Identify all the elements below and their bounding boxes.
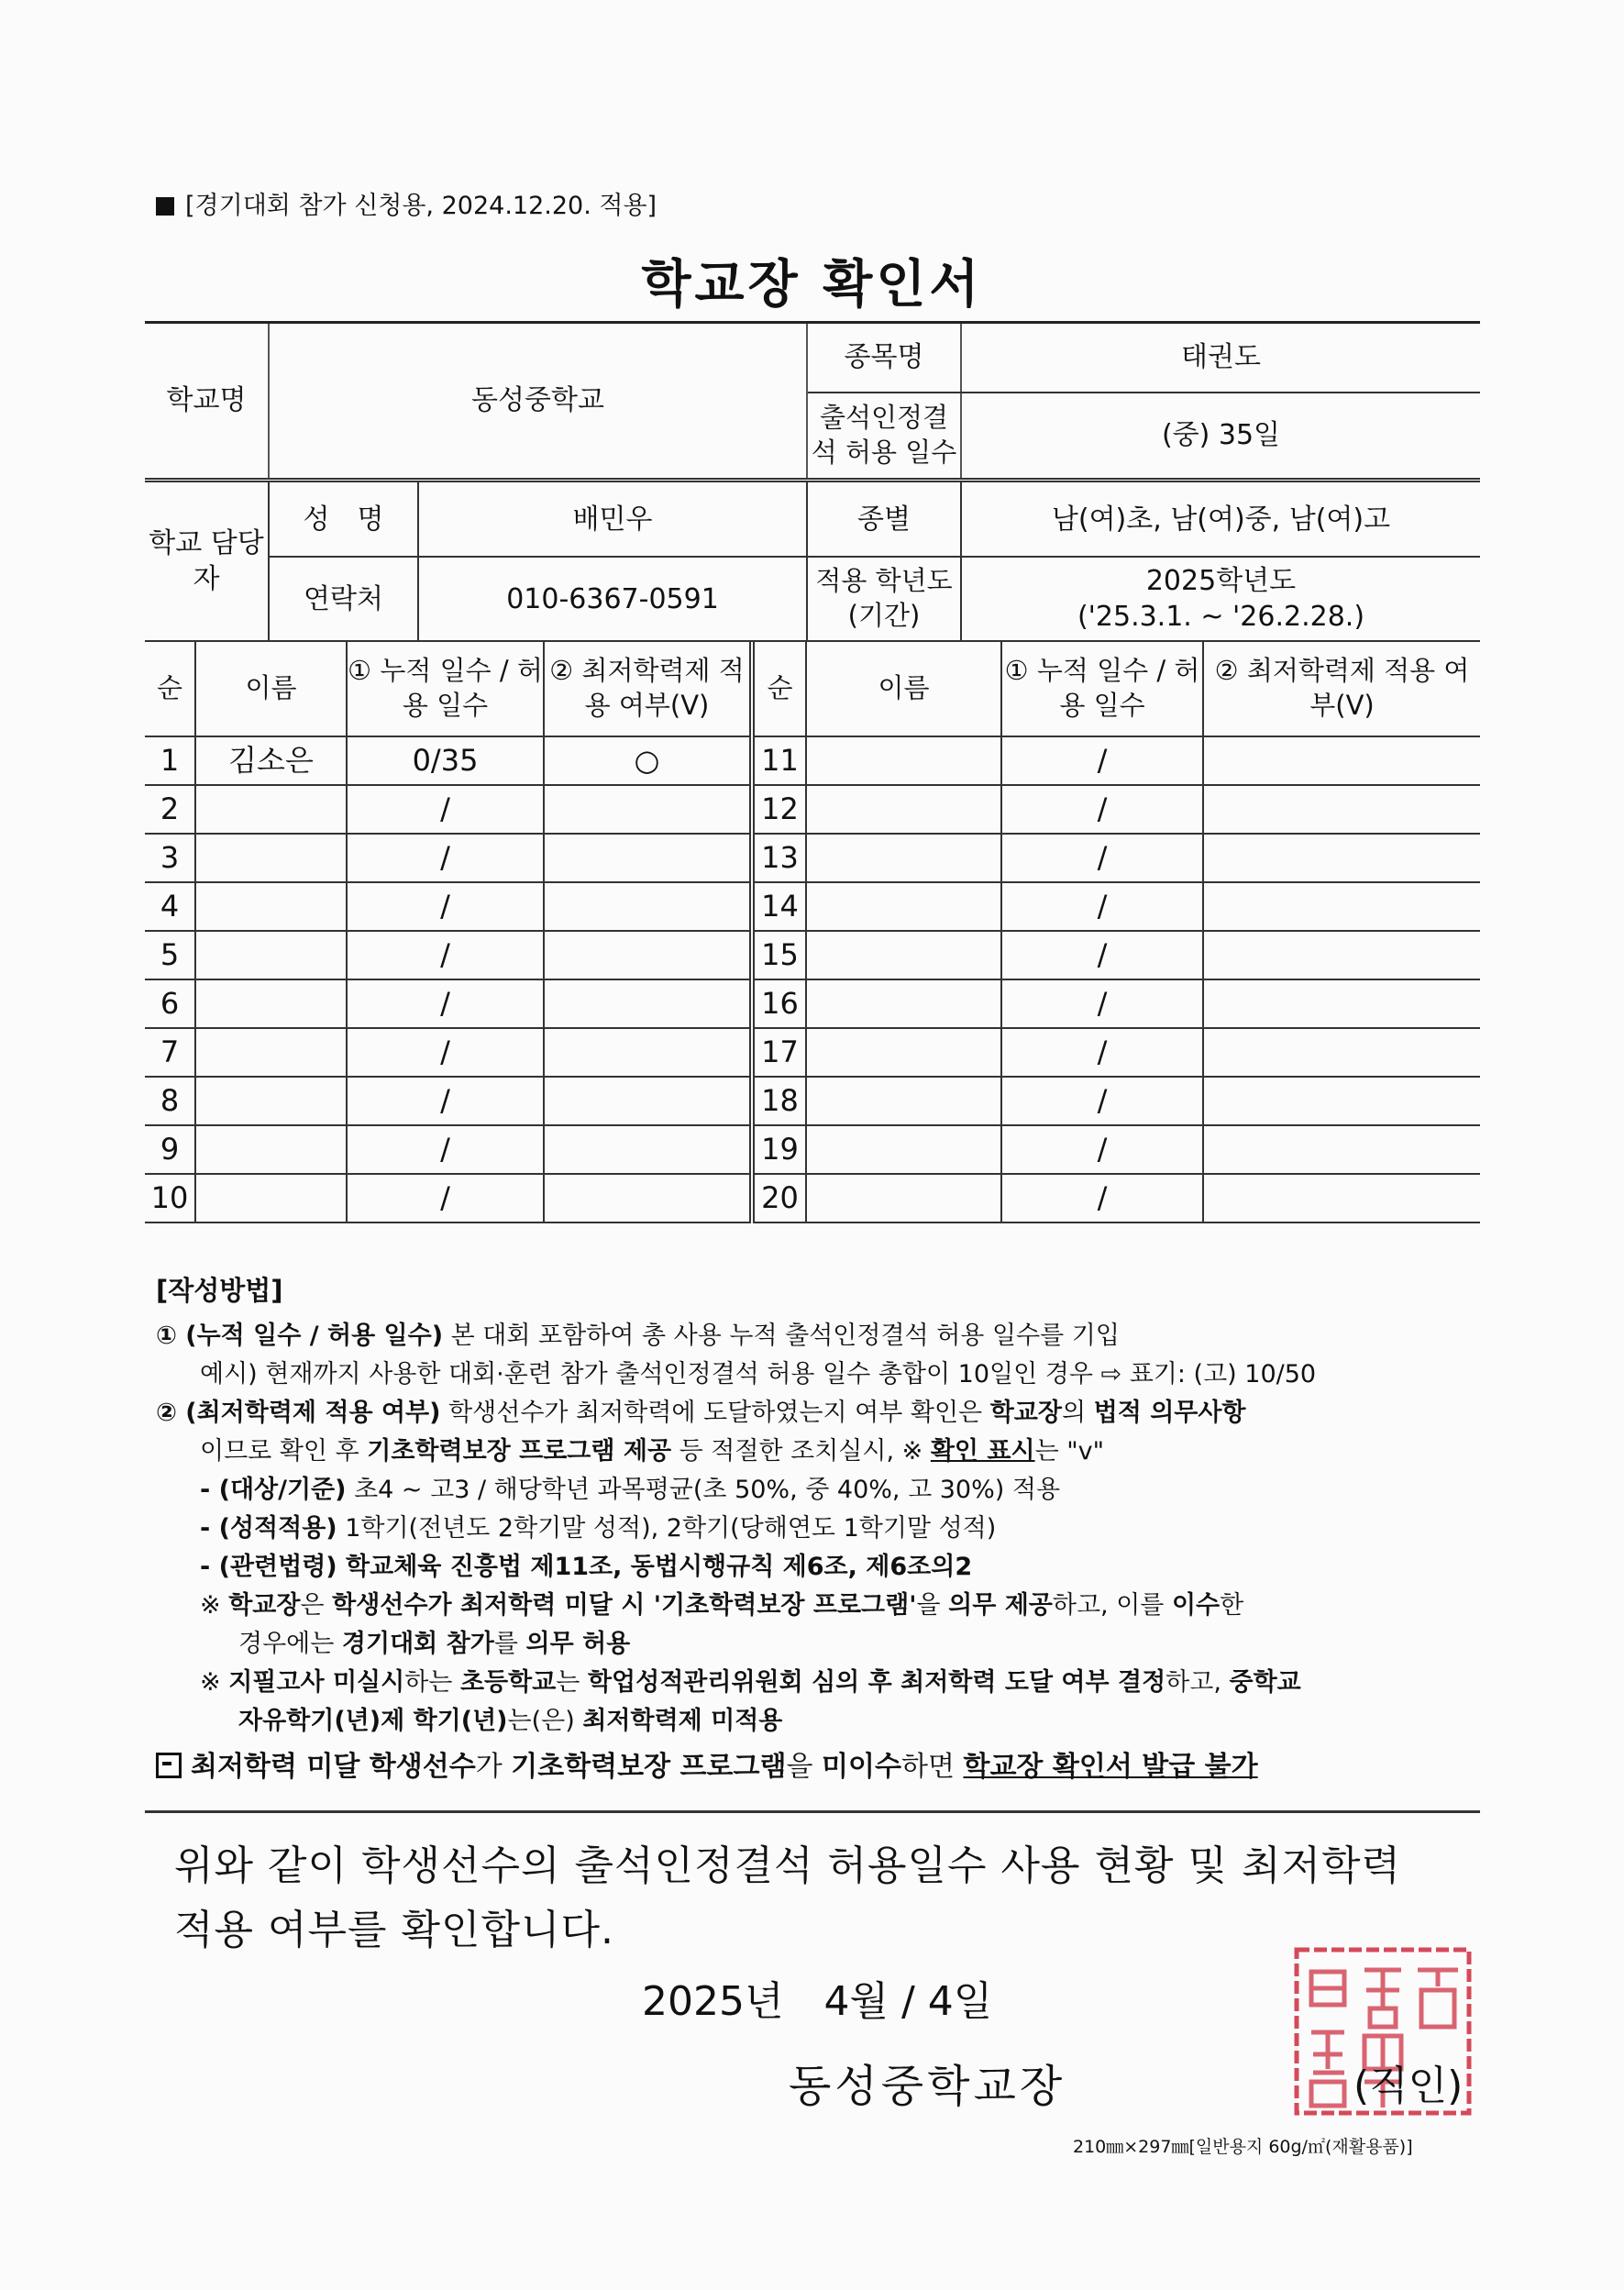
row-days: / [1001,882,1203,931]
sport-value: 태권도 [961,323,1480,393]
instructions-heading: [작성방법] [156,1275,283,1306]
row-name [195,785,347,834]
table-row [145,785,1480,834]
row-name [195,1125,347,1174]
row-check [1203,1125,1480,1174]
header-academic: ② 최저학력제 적용 여부(V) [1203,641,1480,736]
row-days: / [1001,785,1203,834]
note-2: ※ 지필고사 미실시하는 초등학교는 학업성적관리위원회 심의 후 최저학력 도달 여부 결정하고, 중학교 [200,1668,1301,1697]
row-name [195,979,347,1028]
row-no: 19 [752,1125,806,1174]
row-check [1203,834,1480,882]
instruction-item-2-cont: 이므로 확인 후 기초학력보장 프로그램 제공 등 적절한 조치실시, ※ 확인 표시는 "v" [200,1437,1105,1466]
row-days: / [347,1174,544,1222]
row-check [544,1125,752,1174]
row-no: 18 [752,1077,806,1125]
row-no: 8 [145,1077,195,1125]
row-name [195,834,347,882]
year-cell [961,557,1480,641]
row-days: / [1001,931,1203,979]
instruction-example: 예시) 현재까지 사용한 대회·훈련 참가 출석인정결석 허용 일수 총합이 10일인 경우 ⇨ 표기: (고) 10/50 [200,1360,1317,1388]
table-row [145,1174,1480,1222]
divider [145,1810,1480,1813]
row-check [544,1174,752,1222]
row-no: 2 [145,785,195,834]
row-days: / [347,931,544,979]
table-row [145,736,1480,785]
manager-table [145,481,1480,642]
roster-table [145,640,1480,1223]
row-days: / [347,834,544,882]
paper-spec: 210㎜×297㎜[일반용지 60g/㎡(재활용품)] [1073,2137,1413,2157]
row-days: 0/35 [347,736,544,785]
arrow-box-icon [156,1753,182,1778]
row-no: 6 [145,979,195,1028]
note-1-cont: 경우에는 경기대회 참가를 의무 허용 [238,1630,631,1658]
row-name [806,785,1001,834]
row-days: / [347,1077,544,1125]
row-check: ○ [544,736,752,785]
table-row [145,1125,1480,1174]
confirmation-date: 2025년 4월 / 4일 [642,1978,993,2025]
row-days: / [347,1125,544,1174]
row-name [806,1125,1001,1174]
row-check [544,931,752,979]
signer-name: 동성중학교장 [789,2061,1066,2112]
row-check [1203,1174,1480,1222]
instruction-item-1: ① (누적 일수 / 허용 일수) 본 대회 포함하여 총 사용 누적 출석인정결석 허용 일수를 기입 [156,1322,1120,1350]
final-warning: 최저학력 미달 학생선수가 기초학력보장 프로그램을 미이수하면 학교장 확인서 발급 불가 [156,1748,1486,1787]
row-check [1203,785,1480,834]
row-days: / [347,882,544,931]
law-line: - (관련법령) 학교체육 진흥법 제11조, 동법시행규칙 제6조, 제6조의2 [200,1553,973,1581]
row-name [195,1077,347,1125]
row-no: 20 [752,1174,806,1222]
row-check [1203,736,1480,785]
row-days: / [1001,979,1203,1028]
row-no: 11 [752,736,806,785]
header-name: 이름 [195,641,347,736]
form-note: [경기대회 참가 신청용, 2024.12.20. 적용] [156,185,657,221]
school-name: 동성중학교 [269,323,807,479]
row-no: 9 [145,1125,195,1174]
row-check [544,882,752,931]
row-name: 김소은 [195,736,347,785]
row-name [806,1028,1001,1077]
row-name [806,931,1001,979]
name-value: 배민우 [418,481,807,557]
note-2-cont: 자유학기(년)제 학기(년)는(은) 최저학력제 미적용 [238,1707,783,1735]
row-name [195,931,347,979]
manager-label: 학교 담당자 [145,481,269,641]
row-no: 1 [145,736,195,785]
header-days: ① 누적 일수 / 허용 일수 [347,641,544,736]
note-1: ※ 학교장은 학생선수가 최저학력 미달 시 '기초학력보장 프로그램'을 의무 제공하고, 이를 이수한 [200,1591,1244,1620]
square-bullet-icon [156,197,174,216]
category-label: 종별 [807,481,961,557]
document-title: 학교장 확인서 [641,255,983,315]
row-no: 13 [752,834,806,882]
criteria-line: - (대상/기준) 초4 ~ 고3 / 해당학년 과목평균(초 50%, 중 40%, 고 30%) 적용 [200,1476,1061,1504]
row-no: 10 [145,1174,195,1222]
allowed-days-value: (중) 35일 [961,393,1480,479]
confirmation-text: 위와 같이 학생선수의 출석인정결석 허용일수 사용 현황 및 최저학력 적용 여부를 확인합니다. [174,1842,1401,1953]
table-row [145,882,1480,931]
category-value: 남(여)초, 남(여)중, 남(여)고 [961,481,1480,557]
row-days: / [1001,736,1203,785]
row-no: 16 [752,979,806,1028]
header-no: 순 [752,641,806,736]
year-label: 적용 학년도 (기간) [807,557,961,641]
row-check [1203,979,1480,1028]
row-name [806,979,1001,1028]
row-name [806,834,1001,882]
row-days: / [1001,1028,1203,1077]
row-no: 17 [752,1028,806,1077]
table-row [145,1028,1480,1077]
header-name: 이름 [806,641,1001,736]
table-row [145,979,1480,1028]
row-no: 15 [752,931,806,979]
row-check [544,834,752,882]
row-check [544,1077,752,1125]
allowed-days-label: 출석인정결석 허용 일수 [807,393,961,479]
row-check [544,979,752,1028]
period-value: ('25.3.1. ~ '26.2.28.) [1077,601,1365,633]
row-no: 7 [145,1028,195,1077]
header-days: ① 누적 일수 / 허용 일수 [1001,641,1203,736]
year-value: 2025학년도 [1145,565,1297,597]
row-no: 12 [752,785,806,834]
row-name [195,882,347,931]
row-name [806,1174,1001,1222]
row-check [1203,931,1480,979]
row-check [544,1028,752,1077]
row-no: 4 [145,882,195,931]
row-name [195,1028,347,1077]
grading-line: - (성적적용) 1학기(전년도 2학기말 성적), 2학기(당해연도 1학기말 성적) [200,1514,997,1543]
seal-label: (직인) [1353,2063,1464,2109]
table-row [145,931,1480,979]
row-name [806,882,1001,931]
row-no: 5 [145,931,195,979]
header-academic: ② 최저학력제 적용 여부(V) [544,641,752,736]
sport-label: 종목명 [807,323,961,393]
row-days: / [347,785,544,834]
row-check [1203,882,1480,931]
contact-value: 010-6367-0591 [418,557,807,641]
row-name [806,1077,1001,1125]
row-days: / [1001,1125,1203,1174]
row-name [806,736,1001,785]
row-days: / [1001,1077,1203,1125]
school-label: 학교명 [145,323,269,479]
instructions [156,1271,1486,1787]
table-row [145,1077,1480,1125]
row-check [1203,1077,1480,1125]
table-row [145,834,1480,882]
instruction-item-2: ② (최저학력제 적용 여부) 학생선수가 최저학력에 도달하였는지 여부 확인은 학교장의 법적 의무사항 [156,1399,1246,1427]
row-days: / [347,979,544,1028]
row-days: / [347,1028,544,1077]
contact-label: 연락처 [269,557,418,641]
row-check [544,785,752,834]
row-name [195,1174,347,1222]
row-no: 3 [145,834,195,882]
name-label: 성 명 [269,481,418,557]
row-no: 14 [752,882,806,931]
info-table [145,321,1480,480]
row-days: / [1001,834,1203,882]
row-days: / [1001,1174,1203,1222]
header-no: 순 [145,641,195,736]
row-check [1203,1028,1480,1077]
